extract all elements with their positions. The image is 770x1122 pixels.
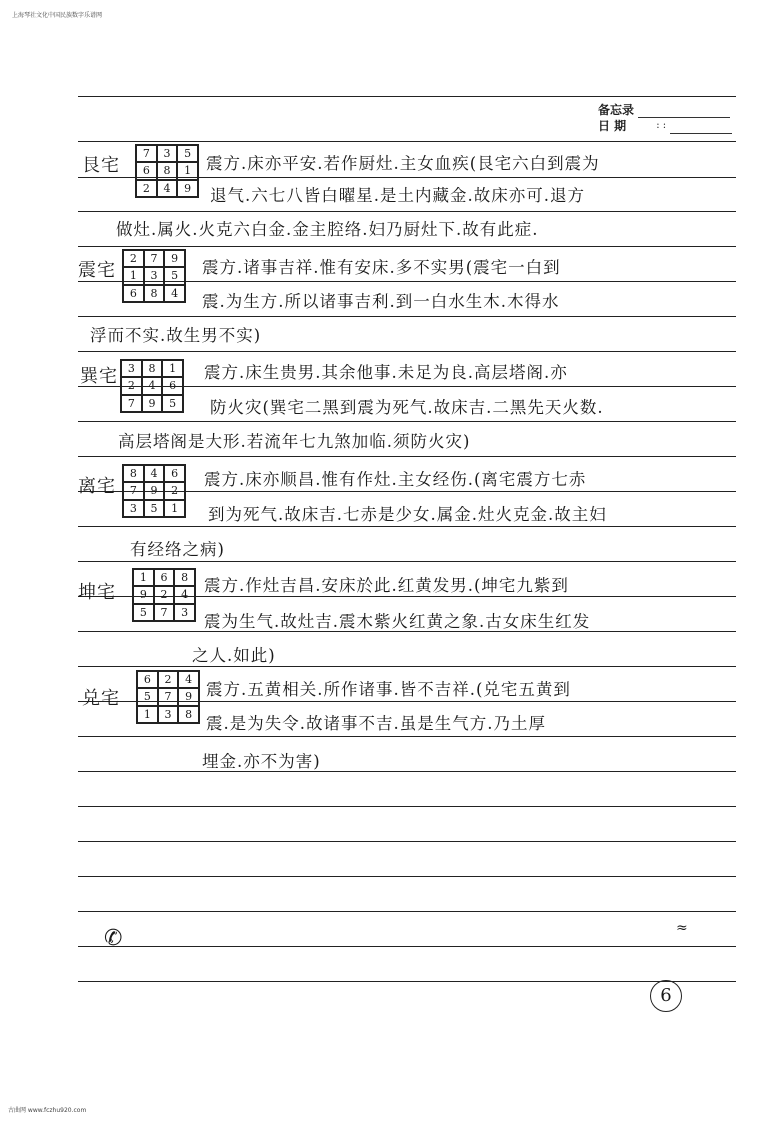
grid-cell: 1 <box>123 267 144 284</box>
site-credit-bottom: 古曲网 www.fczhu920.com <box>8 1107 87 1114</box>
text-line: 震方.诸事吉祥.惟有安床.多不实男(震宅一白到 <box>202 258 561 277</box>
grid-cell: 1 <box>177 162 198 179</box>
grid-cell: 7 <box>158 688 179 705</box>
grid-cell: 8 <box>157 162 178 179</box>
grid-cell: 6 <box>154 569 175 586</box>
ruled-line <box>78 246 736 247</box>
grid-cell: 9 <box>144 482 165 499</box>
text-line: 震方.作灶吉昌.安床於此.红黄发男.(坤宅九紫到 <box>204 576 569 595</box>
grid-cell: 5 <box>144 500 165 517</box>
grid-cell: 4 <box>174 586 195 603</box>
nine-grid <box>135 144 199 198</box>
grid-cell: 3 <box>157 145 178 162</box>
grid-cell: 9 <box>164 250 185 267</box>
grid-cell: 7 <box>136 145 157 162</box>
nine-grid <box>136 670 200 724</box>
text-line: 到为死气.故床吉.七赤是少女.属金.灶火克金.故主妇 <box>208 505 607 524</box>
grid-cell: 6 <box>137 671 158 688</box>
phone-icon: ✆ <box>104 926 123 951</box>
grid-cell: 3 <box>121 360 142 377</box>
grid-cell: 9 <box>142 395 163 412</box>
text-line: 防火灾(巽宅二黑到震为死气.故床吉.二黑先天火数. <box>210 398 604 417</box>
grid-cell: 5 <box>133 604 154 621</box>
grid-cell: 7 <box>144 250 165 267</box>
ruled-line <box>78 981 736 982</box>
grid-cell: 5 <box>177 145 198 162</box>
text-line: 之人.如此) <box>192 646 276 665</box>
ruled-line <box>78 526 736 527</box>
section-label: 兑宅 <box>82 688 120 709</box>
text-line: 埋金.亦不为害) <box>202 752 321 771</box>
ruled-line <box>78 561 736 562</box>
grid-cell: 8 <box>123 465 144 482</box>
ruled-line <box>78 806 736 807</box>
grid-cell: 5 <box>164 267 185 284</box>
grid-cell: 3 <box>123 500 144 517</box>
grid-cell: 6 <box>164 465 185 482</box>
grid-cell: 2 <box>121 377 142 394</box>
date-label: 日 期 <box>598 119 627 133</box>
grid-cell: 6 <box>136 162 157 179</box>
page-number: 6 <box>650 980 682 1012</box>
section-label: 震宅 <box>78 260 116 281</box>
grid-cell: 2 <box>123 250 144 267</box>
grid-cell: 5 <box>137 688 158 705</box>
ruled-line <box>78 421 736 422</box>
grid-cell: 9 <box>178 688 199 705</box>
ruled-line <box>78 736 736 737</box>
grid-cell: 4 <box>144 465 165 482</box>
nine-grid <box>120 359 184 413</box>
ruled-line <box>78 666 736 667</box>
ruled-line <box>78 876 736 877</box>
text-line: 震方.床亦顺昌.惟有作灶.主女经伤.(离宅震方七赤 <box>204 470 587 489</box>
section-label: 艮宅 <box>82 155 120 176</box>
section-label: 巽宅 <box>80 366 118 387</box>
grid-cell: 8 <box>142 360 163 377</box>
grid-cell: 8 <box>178 706 199 723</box>
ruled-line <box>78 211 736 212</box>
grid-cell: 4 <box>164 285 185 302</box>
text-line: 震方.床亦平安.若作厨灶.主女血疾(艮宅六白到震为 <box>206 154 600 173</box>
text-line: 震.为生方.所以诸事吉利.到一白水生木.木得水 <box>202 292 560 311</box>
grid-cell: 9 <box>133 586 154 603</box>
site-credit-top: 上海琴社文化中国民族数字乐谱网 <box>12 12 103 19</box>
text-line: 做灶.属火.火克六白金.金主腔络.妇乃厨灶下.故有此症. <box>116 220 539 239</box>
text-line: 有经络之病) <box>130 540 225 559</box>
memo-header <box>598 102 732 134</box>
text-line: 震方.床生贵男.其余他事.未足为良.高层塔阁.亦 <box>204 363 568 382</box>
text-line: 退气.六七八皆白曜星.是土内藏金.故床亦可.退方 <box>210 186 585 205</box>
ruled-line <box>78 771 736 772</box>
grid-cell: 7 <box>123 482 144 499</box>
ruled-line <box>78 96 736 97</box>
date-value: : : <box>656 120 667 131</box>
grid-cell: 8 <box>144 285 165 302</box>
memo-line <box>638 117 730 118</box>
section-label: 离宅 <box>78 476 116 497</box>
grid-cell: 9 <box>177 180 198 197</box>
memo-label: 备忘录 <box>598 103 635 117</box>
ruled-line <box>78 351 736 352</box>
ruled-line <box>78 141 736 142</box>
text-line: 震.是为失令.故诸事不吉.虽是生气方.乃土厚 <box>206 714 546 733</box>
text-line: 高层塔阁是大形.若流年七九煞加临.须防火灾) <box>118 432 471 451</box>
grid-cell: 1 <box>137 706 158 723</box>
grid-cell: 7 <box>121 395 142 412</box>
grid-cell: 2 <box>154 586 175 603</box>
grid-cell: 6 <box>162 377 183 394</box>
grid-cell: 2 <box>158 671 179 688</box>
date-line <box>670 133 732 134</box>
nine-grid <box>122 464 186 518</box>
grid-cell: 8 <box>174 569 195 586</box>
grid-cell: 4 <box>157 180 178 197</box>
ruled-line <box>78 911 736 912</box>
scribble-mark: ≈ <box>676 920 688 936</box>
grid-cell: 2 <box>164 482 185 499</box>
grid-cell: 1 <box>164 500 185 517</box>
ruled-line <box>78 316 736 317</box>
ruled-line <box>78 456 736 457</box>
grid-cell: 5 <box>162 395 183 412</box>
nine-grid <box>132 568 196 622</box>
grid-cell: 2 <box>136 180 157 197</box>
grid-cell: 4 <box>178 671 199 688</box>
grid-cell: 1 <box>133 569 154 586</box>
grid-cell: 7 <box>154 604 175 621</box>
grid-cell: 6 <box>123 285 144 302</box>
text-line: 浮而不实.故生男不实) <box>90 326 262 345</box>
grid-cell: 3 <box>158 706 179 723</box>
text-line: 震方.五黄相关.所作诸事.皆不吉祥.(兑宅五黄到 <box>206 680 571 699</box>
ruled-line <box>78 946 736 947</box>
section-label: 坤宅 <box>78 582 116 603</box>
grid-cell: 1 <box>162 360 183 377</box>
grid-cell: 4 <box>142 377 163 394</box>
grid-cell: 3 <box>174 604 195 621</box>
text-line: 震为生气.故灶吉.震木紫火红黄之象.古女床生红发 <box>204 612 591 631</box>
grid-cell: 3 <box>144 267 165 284</box>
ruled-line <box>78 841 736 842</box>
nine-grid <box>122 249 186 303</box>
